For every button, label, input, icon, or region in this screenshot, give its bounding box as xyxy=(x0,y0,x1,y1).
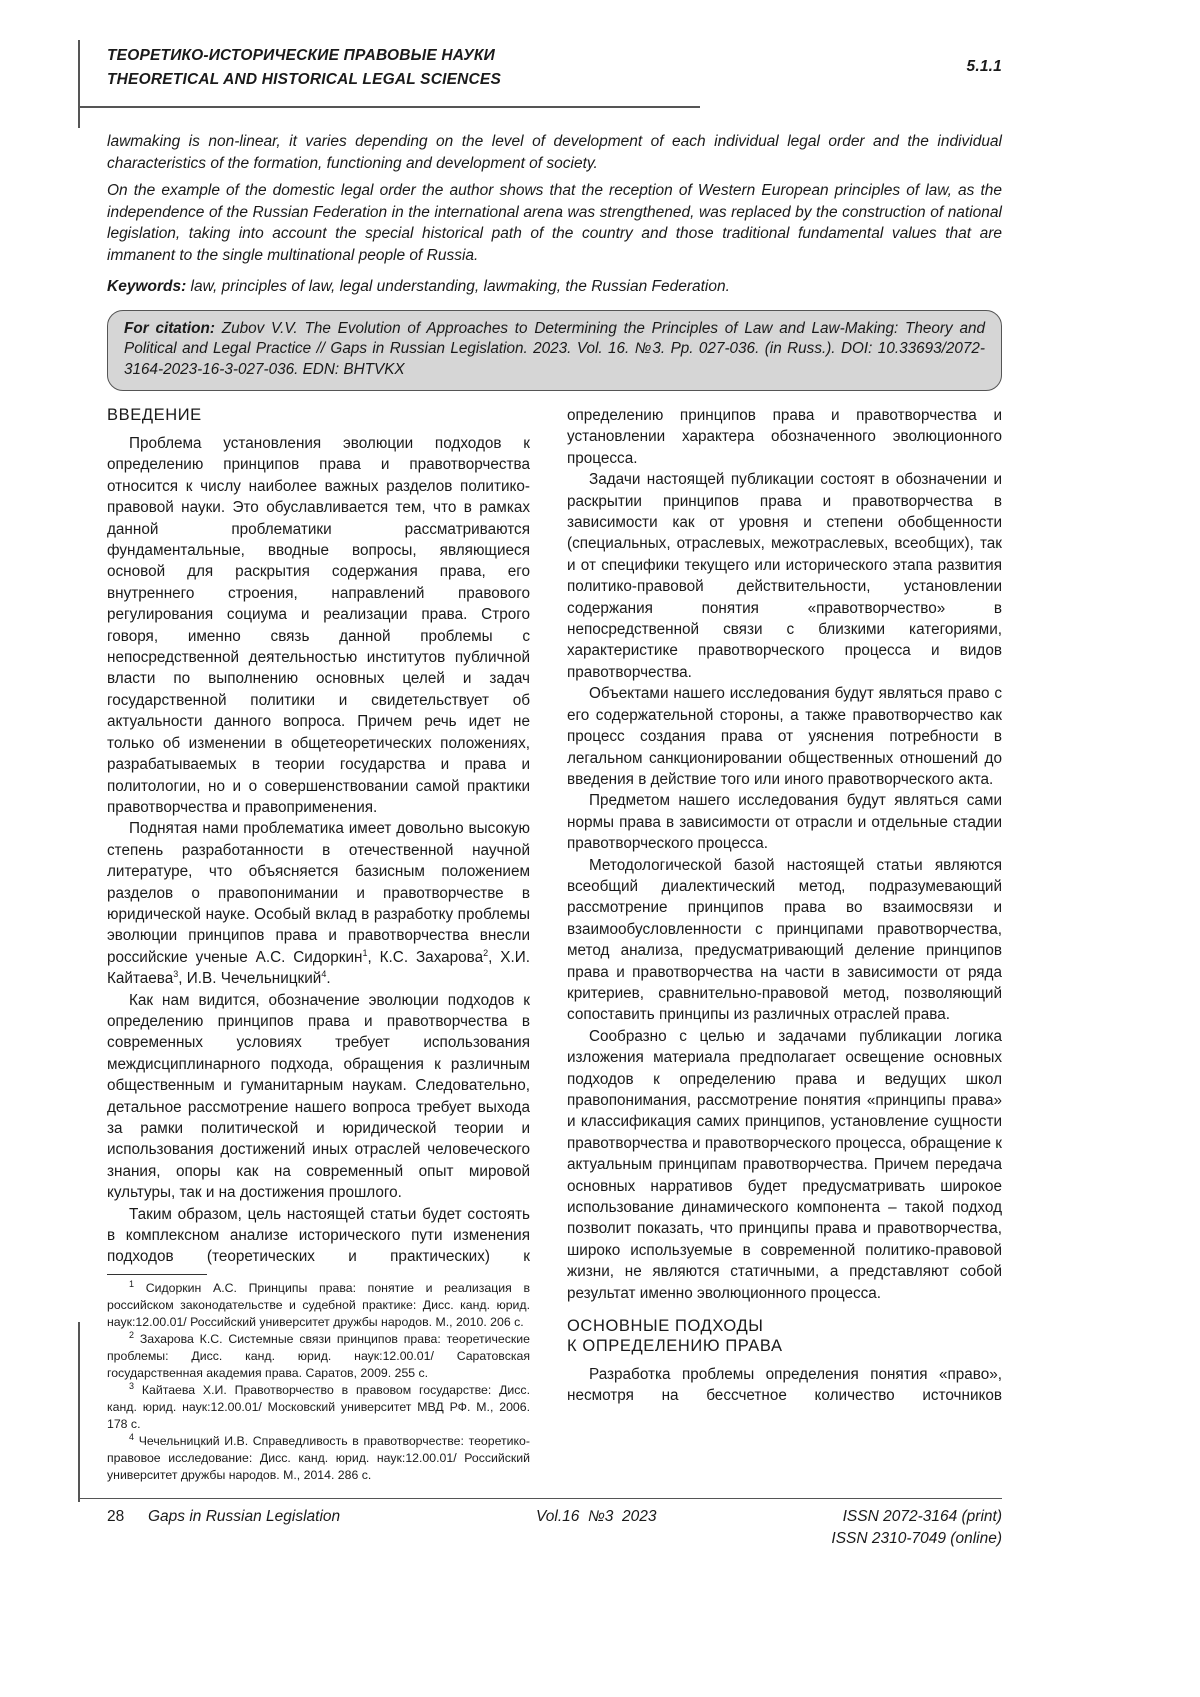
body-paragraph: Таким образом, цель настоящей статьи будет состоять в комплексном анализе исторического пути изменения подходов (теоретических и практических) к xyxy=(107,1204,530,1268)
body-paragraph: Предметом нашего исследования будут являться сами нормы права в зависимости от отрасли и отдельные стадии правотворческого процесса. xyxy=(567,790,1002,854)
body-paragraph: Проблема установления эволюции подходов к определению принципов права и правотворчества относится к числу наиболее важных разделов политико-правовой науки. Это обуславливается тем, что в рамках данной проблематики рассматриваются фундаментальные, вводные вопросы, являющиеся основой для раскрытия содержания права, его внутреннего строения, направлений правового регулирования социума и реализации права. Строго говоря, именно связь данной проблемы с непосредственной деятельностью институтов публичной власти по выполнению основных целей и задач государственной политики и свидетельствует об актуальности данного вопроса. Причем речь идет не только об изменении в общетеоретических положениях, разрабатываемых в теории государства и права и политологии, но и о совершенствовании самой практики правотворчества и правоприменения. xyxy=(107,433,530,818)
abstract-paragraph: lawmaking is non-linear, it varies depending on the level of development of each individual legal order and the individual characteristics of the formation, functioning and development of society. xyxy=(107,131,1002,174)
footnote-ref[interactable]: 2 xyxy=(483,948,488,958)
section-title-en: THEORETICAL AND HISTORICAL LEGAL SCIENCES xyxy=(107,71,501,89)
text: , К.С. Захарова xyxy=(367,949,483,966)
footnote-number: 3 xyxy=(129,1381,134,1391)
text: . xyxy=(326,970,330,987)
body-paragraph: Задачи настоящей публикации состоят в обозначении и раскрытии принципов права и правотворчества в зависимости как от уровня и степени обобщенности (специальных, отраслевых, межотраслевых, всеобщих), так и от специфики текущего или исторического этапа развития политико-правовой действительности, установлении содержания понятия «правотворчество» в непосредственной связи с близкими категориями, характеристике правотворческого процесса и видов правотворчества. xyxy=(567,469,1002,683)
body-paragraph: Разработка проблемы определения понятия «право», несмотря на бессчетное количество источников xyxy=(567,1364,1002,1407)
footnote-ref[interactable]: 1 xyxy=(362,948,367,958)
keywords-text: law, principles of law, legal understanding, lawmaking, the Russian Federation. xyxy=(186,278,730,295)
body-paragraph: определению принципов права и правотворчества и установлении характера обозначенного эволюционного процесса. xyxy=(567,405,1002,469)
issn-online: ISSN 2310-7049 (online) xyxy=(831,1530,1002,1548)
text: , И.В. Чечельницкий xyxy=(178,970,321,987)
footnote-4 xyxy=(107,1433,530,1484)
body-paragraph: Как нам видится, обозначение эволюции подходов к определению принципов права и правотворчества в современных условиях требует использования междисциплинарного подхода, обращения к различным общественным и гуманитарным наукам. Следовательно, детальное рассмотрение нашего вопроса требует выхода за рамки политической и юридической теории и использования достижений иных отраслей человеческого знания, опоры как на современный опыт мировой культуры, так и на достижения прошлого. xyxy=(107,990,530,1204)
journal-name: Gaps in Russian Legislation xyxy=(148,1508,340,1526)
footnotes xyxy=(107,1280,530,1484)
keywords-label: Keywords: xyxy=(107,278,186,295)
citation-text: Zubov V.V. The Evolution of Approaches to Determining the Principles of Law and Law-Making: Theory and Political and Legal Practice // Gaps in Russian Legislation. 2023. Vol. 16. №3. Pp. 027-036. (in Russ.). DOI: 10.33693/2072-3164-2023-16-3-027-036. EDN: BHTVKX xyxy=(124,320,985,378)
heading-line: К ОПРЕДЕЛЕНИЮ ПРАВА xyxy=(567,1337,783,1355)
footnote-text: Кайтаева Х.И. Правотворчество в правовом государстве: Дисс. канд. юрид. наук:12.00.01/ Московский университет МВД РФ. М., 2006. 178 с. xyxy=(107,1383,530,1431)
keywords xyxy=(107,276,1002,298)
right-column xyxy=(567,405,1002,1407)
body-columns xyxy=(107,405,1002,1484)
left-column xyxy=(107,405,530,1484)
footnote-number: 2 xyxy=(129,1330,134,1340)
left-margin-rule xyxy=(78,1322,80,1502)
citation-label: For citation: xyxy=(124,320,215,337)
footnote-text: Чечельницкий И.В. Справедливость в правотворчестве: теоретико-правовое исследование: Дисс. канд. юрид. наук:12.00.01/ Российский университет дружбы народов. М., 2014. 286 с. xyxy=(107,1434,530,1482)
footnote-number: 4 xyxy=(129,1432,134,1442)
page-footer xyxy=(78,1498,1002,1547)
footnote-separator xyxy=(107,1274,207,1275)
heading-line: ОСНОВНЫЕ ПОДХОДЫ xyxy=(567,1317,763,1335)
footnote-text: Сидоркин А.С. Принципы права: понятие и реализация в российском законодательстве и судебной практике: Дисс. канд. юрид. наук:12.00.01/ Российский университет дружбы народов. М., 2010. 206 с. xyxy=(107,1281,530,1329)
footnote-2 xyxy=(107,1331,530,1382)
body-paragraph xyxy=(107,818,530,989)
abstract xyxy=(107,131,1002,298)
footnote-ref[interactable]: 4 xyxy=(321,969,326,979)
issue-info: Vol.16 №3 2023 xyxy=(536,1508,657,1526)
footnote-3 xyxy=(107,1382,530,1433)
footnote-number: 1 xyxy=(129,1279,134,1289)
issn-print: ISSN 2072-3164 (print) xyxy=(843,1508,1002,1526)
body-paragraph: Объектами нашего исследования будут являться право с его содержательной стороны, а также правотворчество как процесс создания права от уяснения потребности в легальном санкционировании общественных отношений до введения в действие того или иного правотворческого акта. xyxy=(567,683,1002,790)
text: Поднятая нами проблематика имеет довольно высокую степень разработанности в отечественной научной литературе, что объясняется базисным положением разделов о правопонимании и правотворчестве в юридической науке. Особый вклад в разработку проблемы эволюции принципов права и правотворчества внесли российские ученые А.С. Сидоркин xyxy=(107,820,530,965)
citation-box xyxy=(107,310,1002,392)
section-heading-approaches xyxy=(567,1316,1002,1356)
header-vertical-rule xyxy=(78,40,80,128)
section-code: 5.1.1 xyxy=(967,58,1002,76)
footnote-text: Захарова К.С. Системные связи принципов права: теоретические проблемы: Дисс. канд. юрид. наук:12.00.01/ Саратовская государственная академия права. Саратов, 2009. 255 с. xyxy=(107,1332,530,1380)
text: , Х.И. Кайтаева xyxy=(107,949,530,987)
footnote-ref[interactable]: 3 xyxy=(173,969,178,979)
section-title-ru: ТЕОРЕТИКО-ИСТОРИЧЕСКИЕ ПРАВОВЫЕ НАУКИ xyxy=(107,47,495,65)
footnote-1 xyxy=(107,1280,530,1331)
body-paragraph: Сообразно с целью и задачами публикации логика изложения материала предполагает освещение основных подходов к определению права и ведущих школ правопонимания, рассмотрение понятия «принципы права» и классификация самих принципов, установление сущности правотворчества и правотворческого процесса, обращение к актуальным принципам правотворчества. Причем передача основных нарративов будет предусматривать широкое использование динамического компонента – такой подход позволит показать, что принципы права и правотворчества, широко используемые в современной политико-правовой жизни, не являются статичными, а представляют собой результат именно эволюционного процесса. xyxy=(567,1026,1002,1304)
header-horizontal-rule xyxy=(78,106,700,108)
abstract-paragraph: On the example of the domestic legal order the author shows that the reception of Western European principles of law, as the independence of the Russian Federation in the international arena was strengthened, was replaced by the construction of national legislation, taking into account the special historical path of the country and those traditional fundamental values that are immanent to the single multinational people of Russia. xyxy=(107,180,1002,266)
page-content xyxy=(107,131,1002,1547)
body-paragraph: Методологической базой настоящей статьи являются всеобщий диалектический метод, подразумевающий рассмотрение принципов права во взаимосвязи и взаимообусловленности с принципами правотворчества, метод анализа, предусматривающий деление принципов права и правотворчества на части в зависимости от ряда критериев, сравнительно-правовой метод, позволяющий сопоставить принципы из различных отраслей права. xyxy=(567,855,1002,1026)
page-number: 28 xyxy=(107,1508,124,1526)
section-heading-introduction: ВВЕДЕНИЕ xyxy=(107,405,530,425)
